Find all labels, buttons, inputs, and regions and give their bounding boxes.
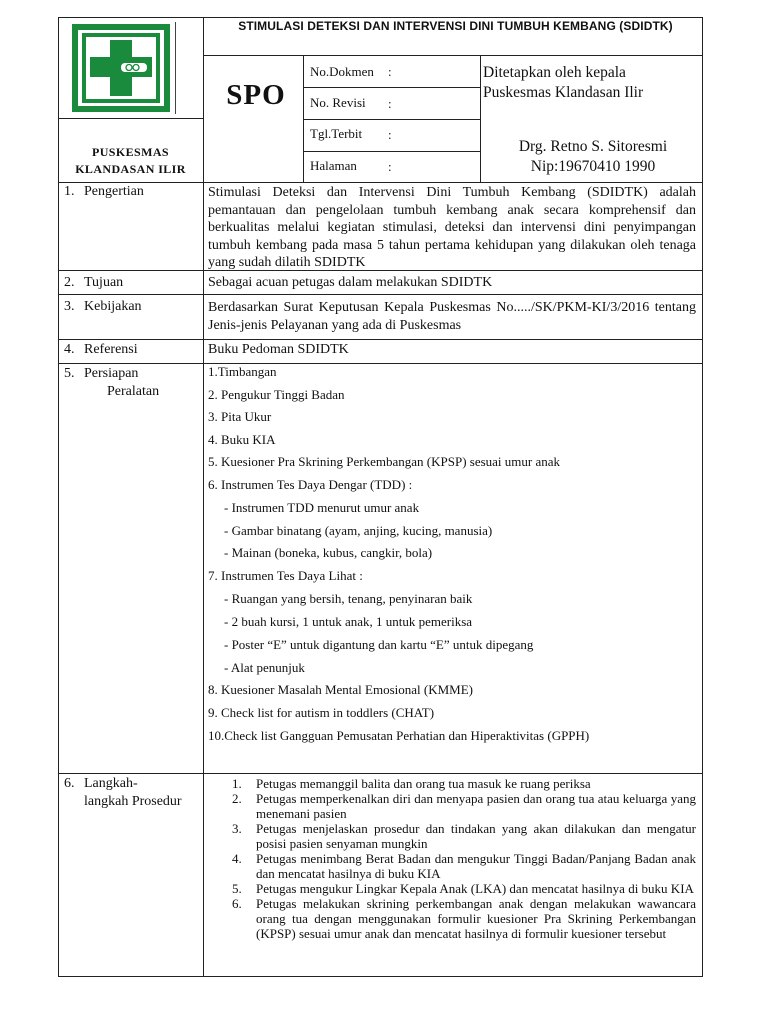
meta-page-label: Halaman [310, 158, 357, 173]
divider [480, 55, 481, 182]
section-number: 6. [64, 776, 75, 791]
meta-revision-label: No. Revisi [310, 95, 366, 110]
section-number: 3. [64, 299, 75, 314]
section-text-pengertian: Stimulasi Deteksi dan Intervensi Dini Tumbuh Kembang (SDIDTK) adalah pemantauan dan pengelolaan tumbuh kembang anak secara komprehensif dan berkualitas melalui kegiatan stimulasi, deteksi dan intervensi dini penyimpangan tumbuh kembang pada masa 5 tahun pertama kehidupan yang dilakukan oleh tenaga yang sudah dilatih SDIDTK [208, 185, 696, 270]
meta-doc-number-label: No.Dokmen [310, 64, 374, 79]
equipment-item: 6. Instrumen Tes Daya Dengar (TDD) : [208, 477, 413, 492]
section-title: Langkah- [84, 776, 138, 791]
step-number: 1. [232, 776, 242, 791]
step-number: 6. [232, 896, 242, 911]
section-text-referensi: Buku Pedoman SDIDTK [208, 342, 349, 357]
section-title-continued: langkah Prosedur [84, 794, 182, 809]
organization-line-1: PUSKESMAS [92, 145, 169, 159]
organization-line-2: KLANDASAN ILIR [75, 162, 186, 176]
divider [58, 363, 703, 364]
section-number: 1. [64, 184, 75, 199]
section-title-continued: Peralatan [107, 384, 160, 399]
divider [303, 87, 480, 88]
approval-line-1: Ditetapkan oleh kepala [483, 64, 626, 81]
signatory-nip: Nip:19670410 1990 [530, 158, 656, 175]
divider [203, 55, 703, 56]
section-text-tujuan: Sebagai acuan petugas dalam melakukan SDIDTK [208, 275, 493, 290]
section-title: Tujuan [84, 275, 124, 290]
step-number: 3. [232, 821, 242, 836]
step-number: 2. [232, 791, 242, 806]
divider [58, 339, 703, 340]
section-text-kebijakan: Berdasarkan Surat Keputusan Kepala Puskesmas No...../SK/PKM-KI/3/2016 tentang Jenis-jenis Pelayanan yang ada di Puskesmas [208, 300, 696, 333]
equipment-item: 5. Kuesioner Pra Skrining Perkembangan (KPSP) sesuai umur anak [208, 454, 561, 469]
equipment-item: 4. Buku KIA [208, 432, 276, 447]
meta-issue-date-label: Tgl.Terbit [310, 126, 363, 141]
section-title: Persiapan [84, 366, 139, 381]
section-label-pengertian [64, 183, 144, 201]
section-label-persiapan [64, 365, 159, 401]
spo-document [58, 17, 703, 977]
procedure-step [208, 896, 696, 941]
section-label-kebijakan [64, 298, 142, 316]
divider [203, 17, 204, 182]
signatory-name: Drg. Retno S. Sitoresmi [518, 138, 668, 155]
equipment-subitem: - Gambar binatang (ayam, anjing, kucing, manusia) [224, 523, 493, 538]
equipment-item: 9. Check list for autism in toddlers (CHAT) [208, 705, 435, 720]
procedure-step [208, 791, 696, 821]
step-text: Petugas memanggil balita dan orang tua masuk ke ruang periksa [256, 776, 591, 791]
divider [203, 182, 204, 977]
divider [58, 773, 703, 774]
procedure-step [208, 881, 696, 896]
divider [58, 118, 203, 119]
step-text: Petugas menjelaskan prosedur dan tindakan yang akan dilakukan dan mengatur posisi pasien senyaman mungkin [256, 821, 696, 851]
step-number: 5. [232, 881, 242, 896]
divider [303, 119, 480, 120]
section-number: 4. [64, 342, 75, 357]
equipment-item: 8. Kuesioner Masalah Mental Emosional (KMME) [208, 682, 474, 697]
equipment-subitem: - Alat penunjuk [224, 660, 305, 675]
approval-block [483, 63, 703, 103]
procedure-list [208, 776, 696, 941]
procedure-step [208, 776, 696, 791]
section-label-tujuan [64, 274, 123, 292]
signatory-block [483, 137, 703, 177]
equipment-item: 1.Timbangan [208, 364, 277, 379]
equipment-subitem: - 2 buah kursi, 1 untuk anak, 1 untuk pemeriksa [224, 614, 473, 629]
equipment-subitem: - Poster “E” untuk digantung dan kartu “E” untuk dipegang [224, 637, 534, 652]
meta-doc-number-colon: : [388, 64, 392, 79]
equipment-item: 2. Pengukur Tinggi Badan [208, 387, 345, 402]
meta-page-colon: : [388, 159, 392, 174]
organization-name [58, 144, 203, 178]
step-number: 4. [232, 851, 242, 866]
equipment-subitem: - Instrumen TDD menurut umur anak [224, 500, 420, 515]
section-title: Pengertian [84, 184, 144, 199]
step-text: Petugas menimbang Berat Badan dan mengukur Tinggi Badan/Panjang Badan anak dan mencatat hasilnya di buku KIA [256, 851, 696, 881]
step-text: Petugas melakukan skrining perkembangan anak dengan melakukan wawancara orang tua dengan menggunakan formulir kuesioner Pra Skrining Perkembangan (KPSP) sesuai umur anak dan mencatat hasilnya di formulir kuesioner tersebut [256, 896, 696, 941]
puskesmas-logo [66, 22, 178, 114]
section-label-referensi [64, 341, 138, 359]
spo-label: SPO [226, 79, 286, 111]
section-title: Referensi [84, 342, 138, 357]
meta-revision-colon: : [388, 96, 392, 111]
document-title: STIMULASI DETEKSI DAN INTERVENSI DINI TUMBUH KEMBANG (SDIDTK) [238, 19, 673, 33]
step-text: Petugas memperkenalkan diri dan menyapa pasien dan orang tua atau keluarga yang menemani pasien [256, 791, 696, 821]
section-number: 5. [64, 366, 75, 381]
section-number: 2. [64, 275, 75, 290]
equipment-item: 3. Pita Ukur [208, 409, 272, 424]
procedure-step [208, 851, 696, 881]
divider [303, 151, 480, 152]
approval-line-2: Puskesmas Klandasan Ilir [483, 84, 644, 101]
section-title: Kebijakan [84, 299, 142, 314]
divider [58, 182, 703, 183]
equipment-item: 7. Instrumen Tes Daya Lihat : [208, 568, 363, 583]
step-text: Petugas mengukur Lingkar Kepala Anak (LKA) dan mencatat hasilnya di buku KIA [256, 881, 694, 896]
equipment-subitem: - Mainan (boneka, kubus, cangkir, bola) [224, 545, 433, 560]
equipment-subitem: - Ruangan yang bersih, tenang, penyinaran baik [224, 591, 473, 606]
divider [58, 294, 703, 295]
section-label-langkah [64, 775, 182, 811]
procedure-step [208, 821, 696, 851]
equipment-item: 10.Check list Gangguan Pemusatan Perhatian dan Hiperaktivitas (GPPH) [208, 728, 590, 743]
meta-issue-date-colon: : [388, 127, 392, 142]
